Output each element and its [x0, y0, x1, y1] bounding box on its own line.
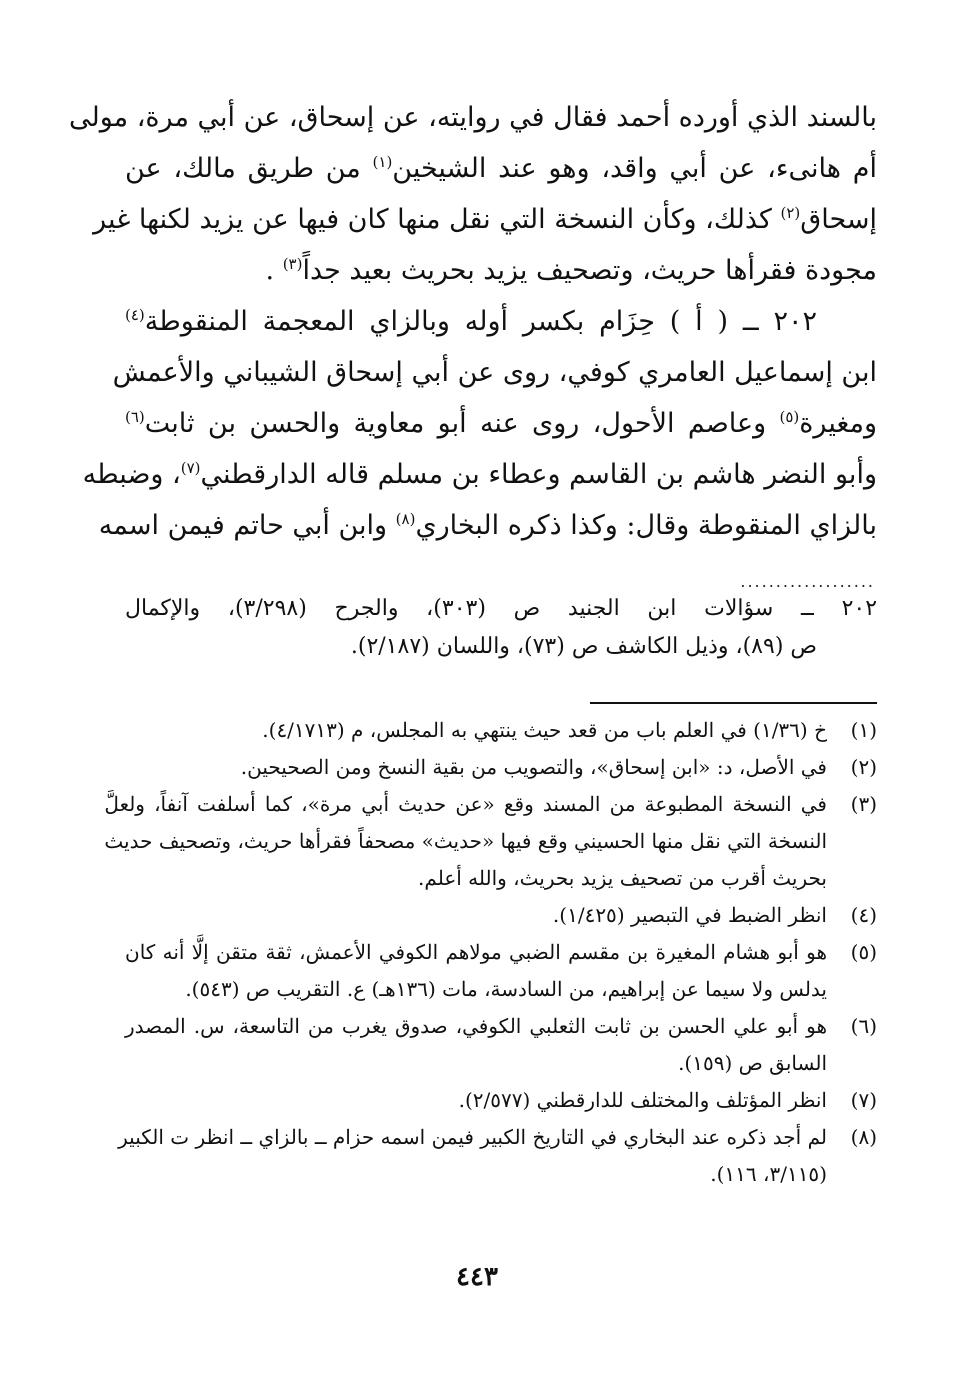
sources-line: ص (٨٩)، وذيل الكاشف ص (٧٣)، واللسان (٢/١٨٧). [350, 634, 817, 659]
footnote-text: انظر المؤتلف والمختلف للدارقطني (٢/٥٧٧). [458, 1088, 827, 1112]
footnote-text: هو أبو هشام المغيرة بن مقسم الضبي مولاهم الكوفي الأعمش، ثقة متقن إلَّا أنه كان [125, 940, 827, 964]
footnote [125, 934, 877, 1008]
page-number: ٤٤٣ [456, 1262, 498, 1292]
text-line: مجودة فقرأها حريث، وتصحيف يزيد بحريث بعيد جداً$^{(٣)}$ . [265, 255, 877, 286]
footnote-ref: (٦) [125, 408, 145, 426]
footnote-ref: (١) [372, 153, 393, 171]
footnote-text: (٣/١١٥، ١١٦). [710, 1162, 827, 1186]
footnote-number: (٥) [850, 940, 877, 964]
footnote [125, 749, 877, 786]
footnote-number: (٧) [850, 1088, 877, 1112]
footnote-text: النسخة التي نقل منها الحسيني وقع فيها «حديث» مصحفاً فقرأها حريث، وتصحيف حديث [104, 829, 827, 853]
entry-sources [125, 590, 877, 666]
footnote-ref: (٨) [395, 510, 416, 528]
main-text [68, 92, 877, 551]
footnotes [104, 712, 877, 1193]
footnote-text: هو أبو علي الحسن بن ثابت الثعلبي الكوفي، صدوق يغرب من التاسعة، س. المصدر [125, 1014, 827, 1038]
footnote-number: (٢) [850, 755, 877, 779]
footnote-ref: (٤) [125, 306, 145, 324]
footnote-text: خ (١/٣٦) في العلم باب من قعد حيث ينتهي به المجلس، م (٤/١٧١٣). [262, 718, 827, 742]
text-line: إسحاق$^{(٢)}$ كذلك، وكأن النسخة التي نقل منها كان فيها عن يزيد لكنها غير [93, 204, 877, 235]
text-line: أم هانىء، عن أبي واقد، وهو عند الشيخين$^{(١)}$ من طريق مالك، عن [125, 153, 877, 184]
footnote-text: يدلس ولا سيما عن إبراهيم، من السادسة، مات (١٣٦هـ) ع. التقريب ص (٥٤٣). [185, 977, 827, 1001]
entry-heading: ٢٠٢ ــ ( أ ) حِزَام بكسر أوله وبالزاي المعجمة المنقوطة$^{(٤)}$ [125, 306, 817, 337]
footnote [125, 1008, 877, 1082]
footnote-ref: (٢) [780, 204, 801, 222]
footnote-text: في الأصل، د: «ابن إسحاق»، والتصويب من بقية النسخ ومن الصحيحين. [240, 755, 827, 779]
footnote-text: السابق ص (١٥٩). [678, 1051, 827, 1075]
footnote-number: (٣) [850, 792, 877, 816]
footnote-separator [590, 702, 877, 704]
footnote-number: (١) [850, 718, 877, 742]
footnote [104, 786, 877, 897]
text-line: بالسند الذي أورده أحمد فقال في روايته، عن إسحاق، عن أبي مرة، مولى [68, 102, 877, 133]
text-line: بالزاي المنقوطة وقال: وكذا ذكره البخاري$^{(٨)}$ وابن أبي حاتم فيمن اسمه [98, 510, 877, 541]
footnote-text: بحريث أقرب من تصحيف يزيد بحريث، والله أعلم. [418, 866, 827, 890]
footnote-text: في النسخة المطبوعة من المسند وقع «عن حديث أبي مرة»، كما أسلفت آنفاً، ولعلَّ [104, 792, 827, 816]
sources-line: ٢٠٢ ــ سؤالات ابن الجنيد ص (٣٠٣)، والجرح (٣/٢٩٨)، والإكمال [125, 596, 878, 621]
footnote [125, 897, 877, 934]
footnote-number: (٤) [850, 903, 877, 927]
footnote-number: (٨) [850, 1125, 877, 1149]
footnote-ref: (٥) [779, 408, 800, 426]
footnote [118, 1119, 877, 1193]
footnote-text: انظر الضبط في التبصير (١/٤٢٥). [552, 903, 827, 927]
footnote-text: لم أجد ذكره عند البخاري في التاريخ الكبير فيمن اسمه حزام ــ بالزاي ــ انظر ت الكبير [118, 1125, 827, 1149]
footnote [125, 1082, 877, 1119]
continuation-dots: ................... [740, 572, 875, 591]
text-line: ابن إسماعيل العامري كوفي، روى عن أبي إسحاق الشيباني والأعمش [112, 357, 877, 388]
footnote-ref: (٣) [282, 255, 303, 273]
footnote-number: (٦) [850, 1014, 877, 1038]
text-line: ومغيرة$^{(٥)}$ وعاصم الأحول، روى عنه أبو معاوية والحسن بن ثابت$^{(٦)}$ [125, 408, 877, 439]
footnote-ref: (٧) [180, 459, 201, 477]
footnote [125, 712, 877, 749]
text-line: وأبو النضر هاشم بن القاسم وعطاء بن مسلم قاله الدارقطني$^{(٧)}$، وضبطه [82, 459, 877, 490]
